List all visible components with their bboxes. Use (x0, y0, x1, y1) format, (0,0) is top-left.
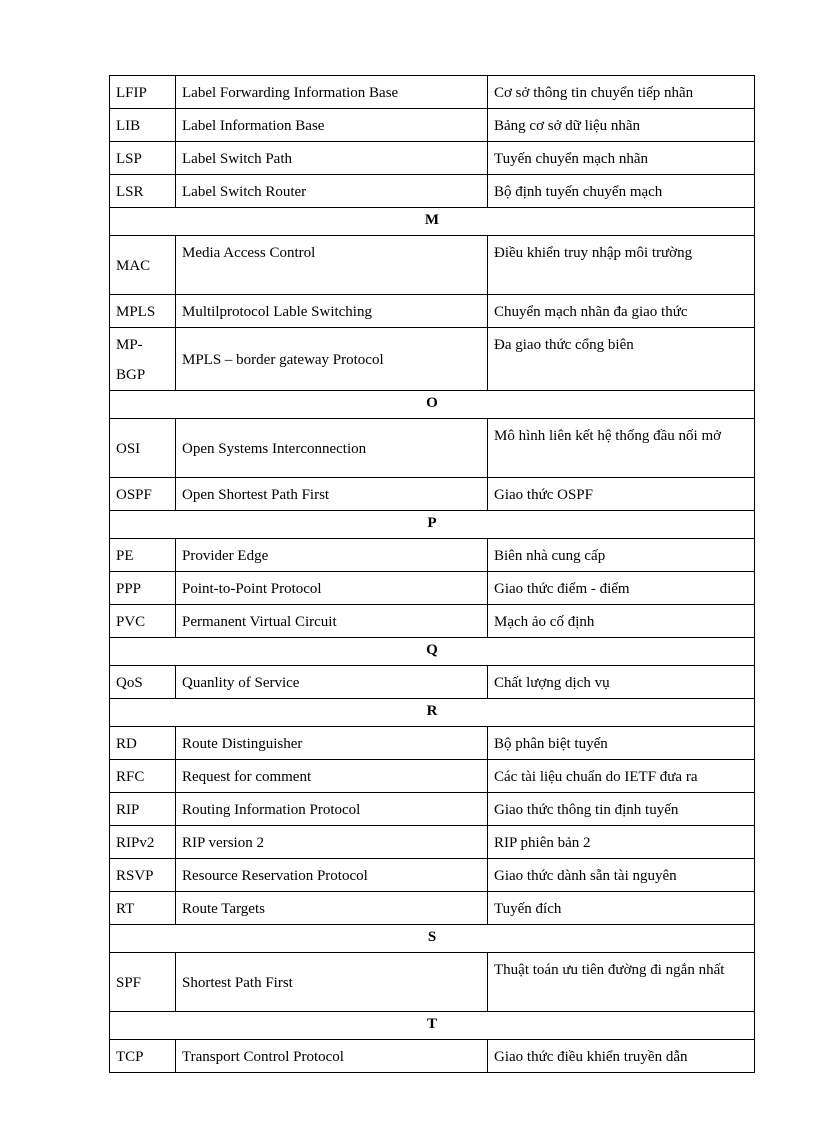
abbreviation-cell: RD (110, 727, 176, 760)
section-letter-row (110, 511, 755, 539)
vietnamese-term-cell: Các tài liệu chuẩn do IETF đưa ra (488, 760, 755, 793)
glossary-entry-row (110, 142, 755, 175)
glossary-entry-row (110, 236, 755, 295)
vietnamese-term-cell: Biên nhà cung cấp (488, 539, 755, 572)
abbreviation-cell: TCP (110, 1040, 176, 1073)
vietnamese-term-cell: Mô hình liên kết hệ thống đầu nối mở (488, 419, 755, 478)
english-term-cell: Label Forwarding Information Base (176, 76, 488, 109)
vietnamese-term-cell: Giao thức OSPF (488, 478, 755, 511)
section-letter: S (110, 925, 755, 953)
glossary-body (110, 76, 755, 1073)
english-term-cell: Transport Control Protocol (176, 1040, 488, 1073)
section-letter: R (110, 699, 755, 727)
vietnamese-term-cell: Giao thức điều khiển truyền dẫn (488, 1040, 755, 1073)
english-term-cell: Label Switch Router (176, 175, 488, 208)
section-letter: T (110, 1012, 755, 1040)
english-term-cell: Point-to-Point Protocol (176, 572, 488, 605)
abbreviation-cell: RT (110, 892, 176, 925)
section-letter: O (110, 391, 755, 419)
vietnamese-term-cell: Giao thức điểm - điểm (488, 572, 755, 605)
abbreviation-cell: LIB (110, 109, 176, 142)
vietnamese-term-cell: Giao thức dành sẵn tài nguyên (488, 859, 755, 892)
abbreviation-cell: RIPv2 (110, 826, 176, 859)
glossary-entry-row (110, 1040, 755, 1073)
glossary-entry-row (110, 328, 755, 391)
abbreviation-cell: MAC (110, 236, 176, 295)
glossary-table (109, 75, 755, 1073)
abbreviation-cell: MP-BGP (110, 328, 176, 391)
english-term-cell: Quanlity of Service (176, 666, 488, 699)
english-term-cell: Open Shortest Path First (176, 478, 488, 511)
english-term-cell: Request for comment (176, 760, 488, 793)
glossary-entry-row (110, 605, 755, 638)
abbreviation-cell: PPP (110, 572, 176, 605)
glossary-entry-row (110, 419, 755, 478)
section-letter-row (110, 925, 755, 953)
abbreviation-cell: OSI (110, 419, 176, 478)
section-letter-row (110, 208, 755, 236)
abbreviation-cell: OSPF (110, 478, 176, 511)
vietnamese-term-cell: Bộ định tuyến chuyển mạch (488, 175, 755, 208)
glossary-entry-row (110, 826, 755, 859)
english-term-cell: Shortest Path First (176, 953, 488, 1012)
vietnamese-term-cell: Đa giao thức cổng biên (488, 328, 755, 391)
abbreviation-cell: SPF (110, 953, 176, 1012)
vietnamese-term-cell: Bảng cơ sở dữ liệu nhãn (488, 109, 755, 142)
abbreviation-cell: MPLS (110, 295, 176, 328)
glossary-entry-row (110, 175, 755, 208)
english-term-cell: Open Systems Interconnection (176, 419, 488, 478)
vietnamese-term-cell: Điều khiển truy nhập môi trường (488, 236, 755, 295)
abbreviation-cell: PVC (110, 605, 176, 638)
abbreviation-cell: PE (110, 539, 176, 572)
vietnamese-term-cell: Mạch ảo cố định (488, 605, 755, 638)
english-term-cell: Media Access Control (176, 236, 488, 295)
section-letter: M (110, 208, 755, 236)
glossary-entry-row (110, 727, 755, 760)
english-term-cell: Route Targets (176, 892, 488, 925)
vietnamese-term-cell: Giao thức thông tin định tuyến (488, 793, 755, 826)
english-term-cell: Multilprotocol Lable Switching (176, 295, 488, 328)
english-term-cell: RIP version 2 (176, 826, 488, 859)
glossary-entry-row (110, 76, 755, 109)
glossary-entry-row (110, 109, 755, 142)
glossary-entry-row (110, 859, 755, 892)
section-letter: Q (110, 638, 755, 666)
english-term-cell: Provider Edge (176, 539, 488, 572)
abbreviation-cell: QoS (110, 666, 176, 699)
glossary-entry-row (110, 295, 755, 328)
glossary-entry-row (110, 892, 755, 925)
vietnamese-term-cell: Thuật toán ưu tiên đường đi ngắn nhất (488, 953, 755, 1012)
glossary-entry-row (110, 760, 755, 793)
vietnamese-term-cell: Cơ sở thông tin chuyển tiếp nhãn (488, 76, 755, 109)
english-term-cell: Label Information Base (176, 109, 488, 142)
abbreviation-cell: RSVP (110, 859, 176, 892)
glossary-entry-row (110, 953, 755, 1012)
section-letter-row (110, 391, 755, 419)
glossary-entry-row (110, 539, 755, 572)
glossary-entry-row (110, 478, 755, 511)
glossary-entry-row (110, 793, 755, 826)
english-term-cell: MPLS – border gateway Protocol (176, 328, 488, 391)
vietnamese-term-cell: RIP phiên bản 2 (488, 826, 755, 859)
abbreviation-cell: RIP (110, 793, 176, 826)
glossary-entry-row (110, 572, 755, 605)
vietnamese-term-cell: Bộ phân biệt tuyến (488, 727, 755, 760)
english-term-cell: Label Switch Path (176, 142, 488, 175)
section-letter: P (110, 511, 755, 539)
vietnamese-term-cell: Chuyển mạch nhãn đa giao thức (488, 295, 755, 328)
vietnamese-term-cell: Tuyến đích (488, 892, 755, 925)
english-term-cell: Routing Information Protocol (176, 793, 488, 826)
section-letter-row (110, 699, 755, 727)
abbreviation-cell: LSP (110, 142, 176, 175)
section-letter-row (110, 638, 755, 666)
english-term-cell: Resource Reservation Protocol (176, 859, 488, 892)
english-term-cell: Permanent Virtual Circuit (176, 605, 488, 638)
abbreviation-cell: RFC (110, 760, 176, 793)
abbreviation-cell: LFIP (110, 76, 176, 109)
vietnamese-term-cell: Chất lượng dịch vụ (488, 666, 755, 699)
glossary-entry-row (110, 666, 755, 699)
abbreviation-cell: LSR (110, 175, 176, 208)
section-letter-row (110, 1012, 755, 1040)
vietnamese-term-cell: Tuyến chuyển mạch nhãn (488, 142, 755, 175)
english-term-cell: Route Distinguisher (176, 727, 488, 760)
